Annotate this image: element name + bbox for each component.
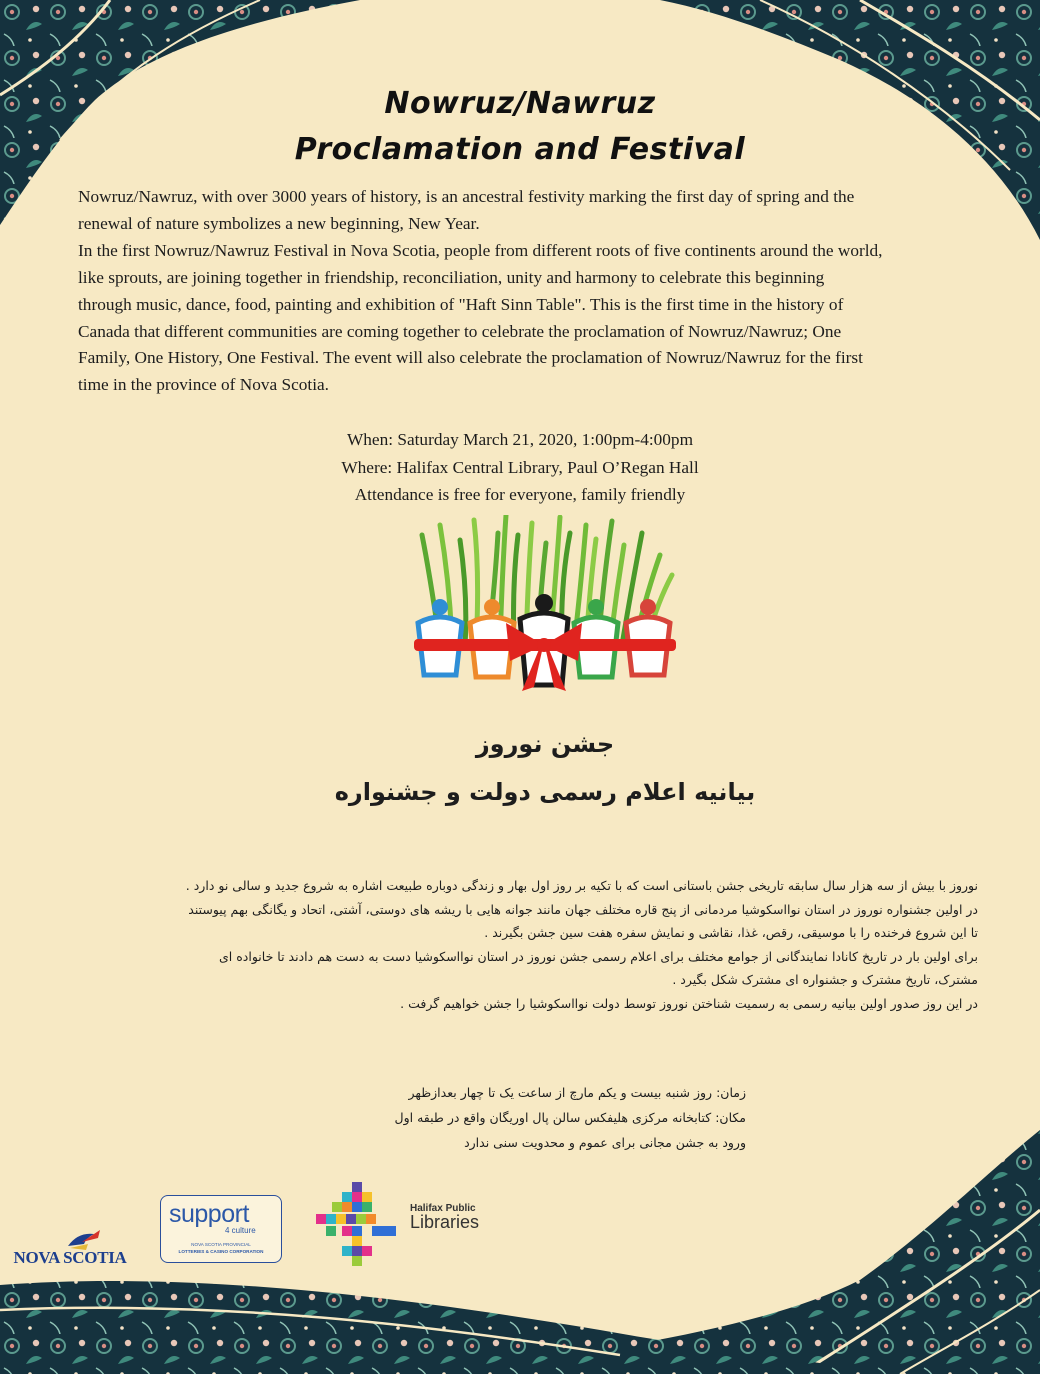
persian-event-info — [200, 1080, 746, 1155]
support-4-culture-logo — [160, 1195, 282, 1263]
event-when: When: Saturday March 21, 2020, 1:00pm-4:00pm — [346, 430, 694, 449]
intro-paragraph — [78, 184, 964, 399]
title-line-2: Proclamation and Festival — [294, 132, 746, 167]
persian-title-1: جشن نوروز — [475, 730, 615, 758]
persian-body-line: تا این شروع فرخنده را با موسیقی، رقص، غذا، نقاشی و نمایش سفره هفت سین جشن بگیرند . — [484, 925, 978, 941]
persian-body-line: مشترک، تاریخ مشترک و جشنواره ای مشترک شکل بگیرد . — [672, 972, 978, 988]
intro-line: through music, dance, food, painting and exhibition of "Haft Sinn Table". This is the first time in the history of — [78, 294, 844, 314]
intro-line: Family, One History, One Festival. The event will also celebrate the proclamation of Nowruz/Nawruz for the first — [78, 348, 863, 368]
persian-body-line: برای اولین بار در تاریخ کانادا نمایندگانی از جوامع مختلف برای اعلام رسمی جشن نوروز در استان نوااسکوشیا دست به دست هم دادند تا خانواده ای — [219, 948, 978, 964]
nova-scotia-logo — [4, 1228, 136, 1272]
figure-green — [574, 599, 618, 677]
event-attendance: Attendance is free for everyone, family friendly — [354, 485, 686, 504]
persian-body — [110, 874, 978, 1016]
support-line-2: LOTTERIES & CASINO CORPORATION — [178, 1249, 264, 1254]
intro-line: Nowruz/Nawruz, with over 3000 years of history, is an ancestral festivity marking the first day of spring and the — [78, 187, 855, 206]
persian-body-line: در اولین جشنواره نوروز در استان نوااسکوشیا مردمانی از پنج قاره مختلف جهان مانند جوانه هایی با ریشه های دوستی، آشتی، اتحاد و یگانگی بهم پیوستند — [188, 901, 978, 917]
figure-red — [626, 599, 670, 675]
support-word: support — [169, 1200, 249, 1228]
intro-line: time in the province of Nova Scotia. — [78, 375, 329, 395]
event-where: Where: Halifax Central Library, Paul O’Regan Hall — [341, 457, 699, 477]
intro-line: In the first Nowruz/Nawruz Festival in Nova Scotia, people from different roots of five continents around the world, — [78, 240, 883, 260]
persian-where: مکان: کتابخانه مرکزی هلیفکس سالن پال اوریگان واقع در طبقه اول — [394, 1110, 746, 1125]
support-sub: 4 culture — [225, 1226, 256, 1235]
persian-attendance: ورود به جشن مجانی برای عموم و محدویت سنی ندارد — [464, 1135, 746, 1150]
library-big-text: Libraries — [410, 1212, 480, 1232]
persian-body-line: در این روز صدور اولین بیانیه رسمی به رسمیت شناختن نوروز توسط دولت نوااسکوشیا را جشن خواهیم گرفت . — [400, 995, 978, 1011]
persian-title-2: بیانیه اعلام رسمی دولت و جشنواره — [334, 778, 756, 806]
persian-when: زمان: روز شنبه بیست و یکم مارچ از ساعت یک تا چهار بعدازظهر — [408, 1085, 746, 1100]
support-line-1: NOVA SCOTIA PROVINCIAL — [191, 1242, 251, 1247]
library-small-text: Halifax Public — [410, 1203, 476, 1214]
title-line-1: Nowruz/Nawruz — [384, 86, 656, 121]
intro-line: Canada that different communities are coming together to celebrate the proclamation of Nowruz/Nawruz; One — [78, 321, 842, 341]
intro-line: like sprouts, are joining together in friendship, reconciliation, unity and harmony to celebrate this beginning — [78, 267, 825, 287]
nova-scotia-text: NOVA SCOTIA — [13, 1248, 127, 1267]
event-details — [0, 426, 1040, 509]
intro-line: renewal of nature symbolizes a new beginning, New Year. — [78, 213, 480, 233]
sprouts-emblem-icon — [410, 515, 680, 695]
figure-blue — [418, 599, 462, 675]
halifax-libraries-pixel-icon — [316, 1182, 400, 1266]
persian-body-line: نوروز با بیش از سه هزار سال سابقه تاریخی جشن باستانی است که با تکیه بر روز اول بهار و زندگی دوباره طبیعت اشاره به شروع جدید و سالی نو دارد . — [185, 878, 978, 893]
